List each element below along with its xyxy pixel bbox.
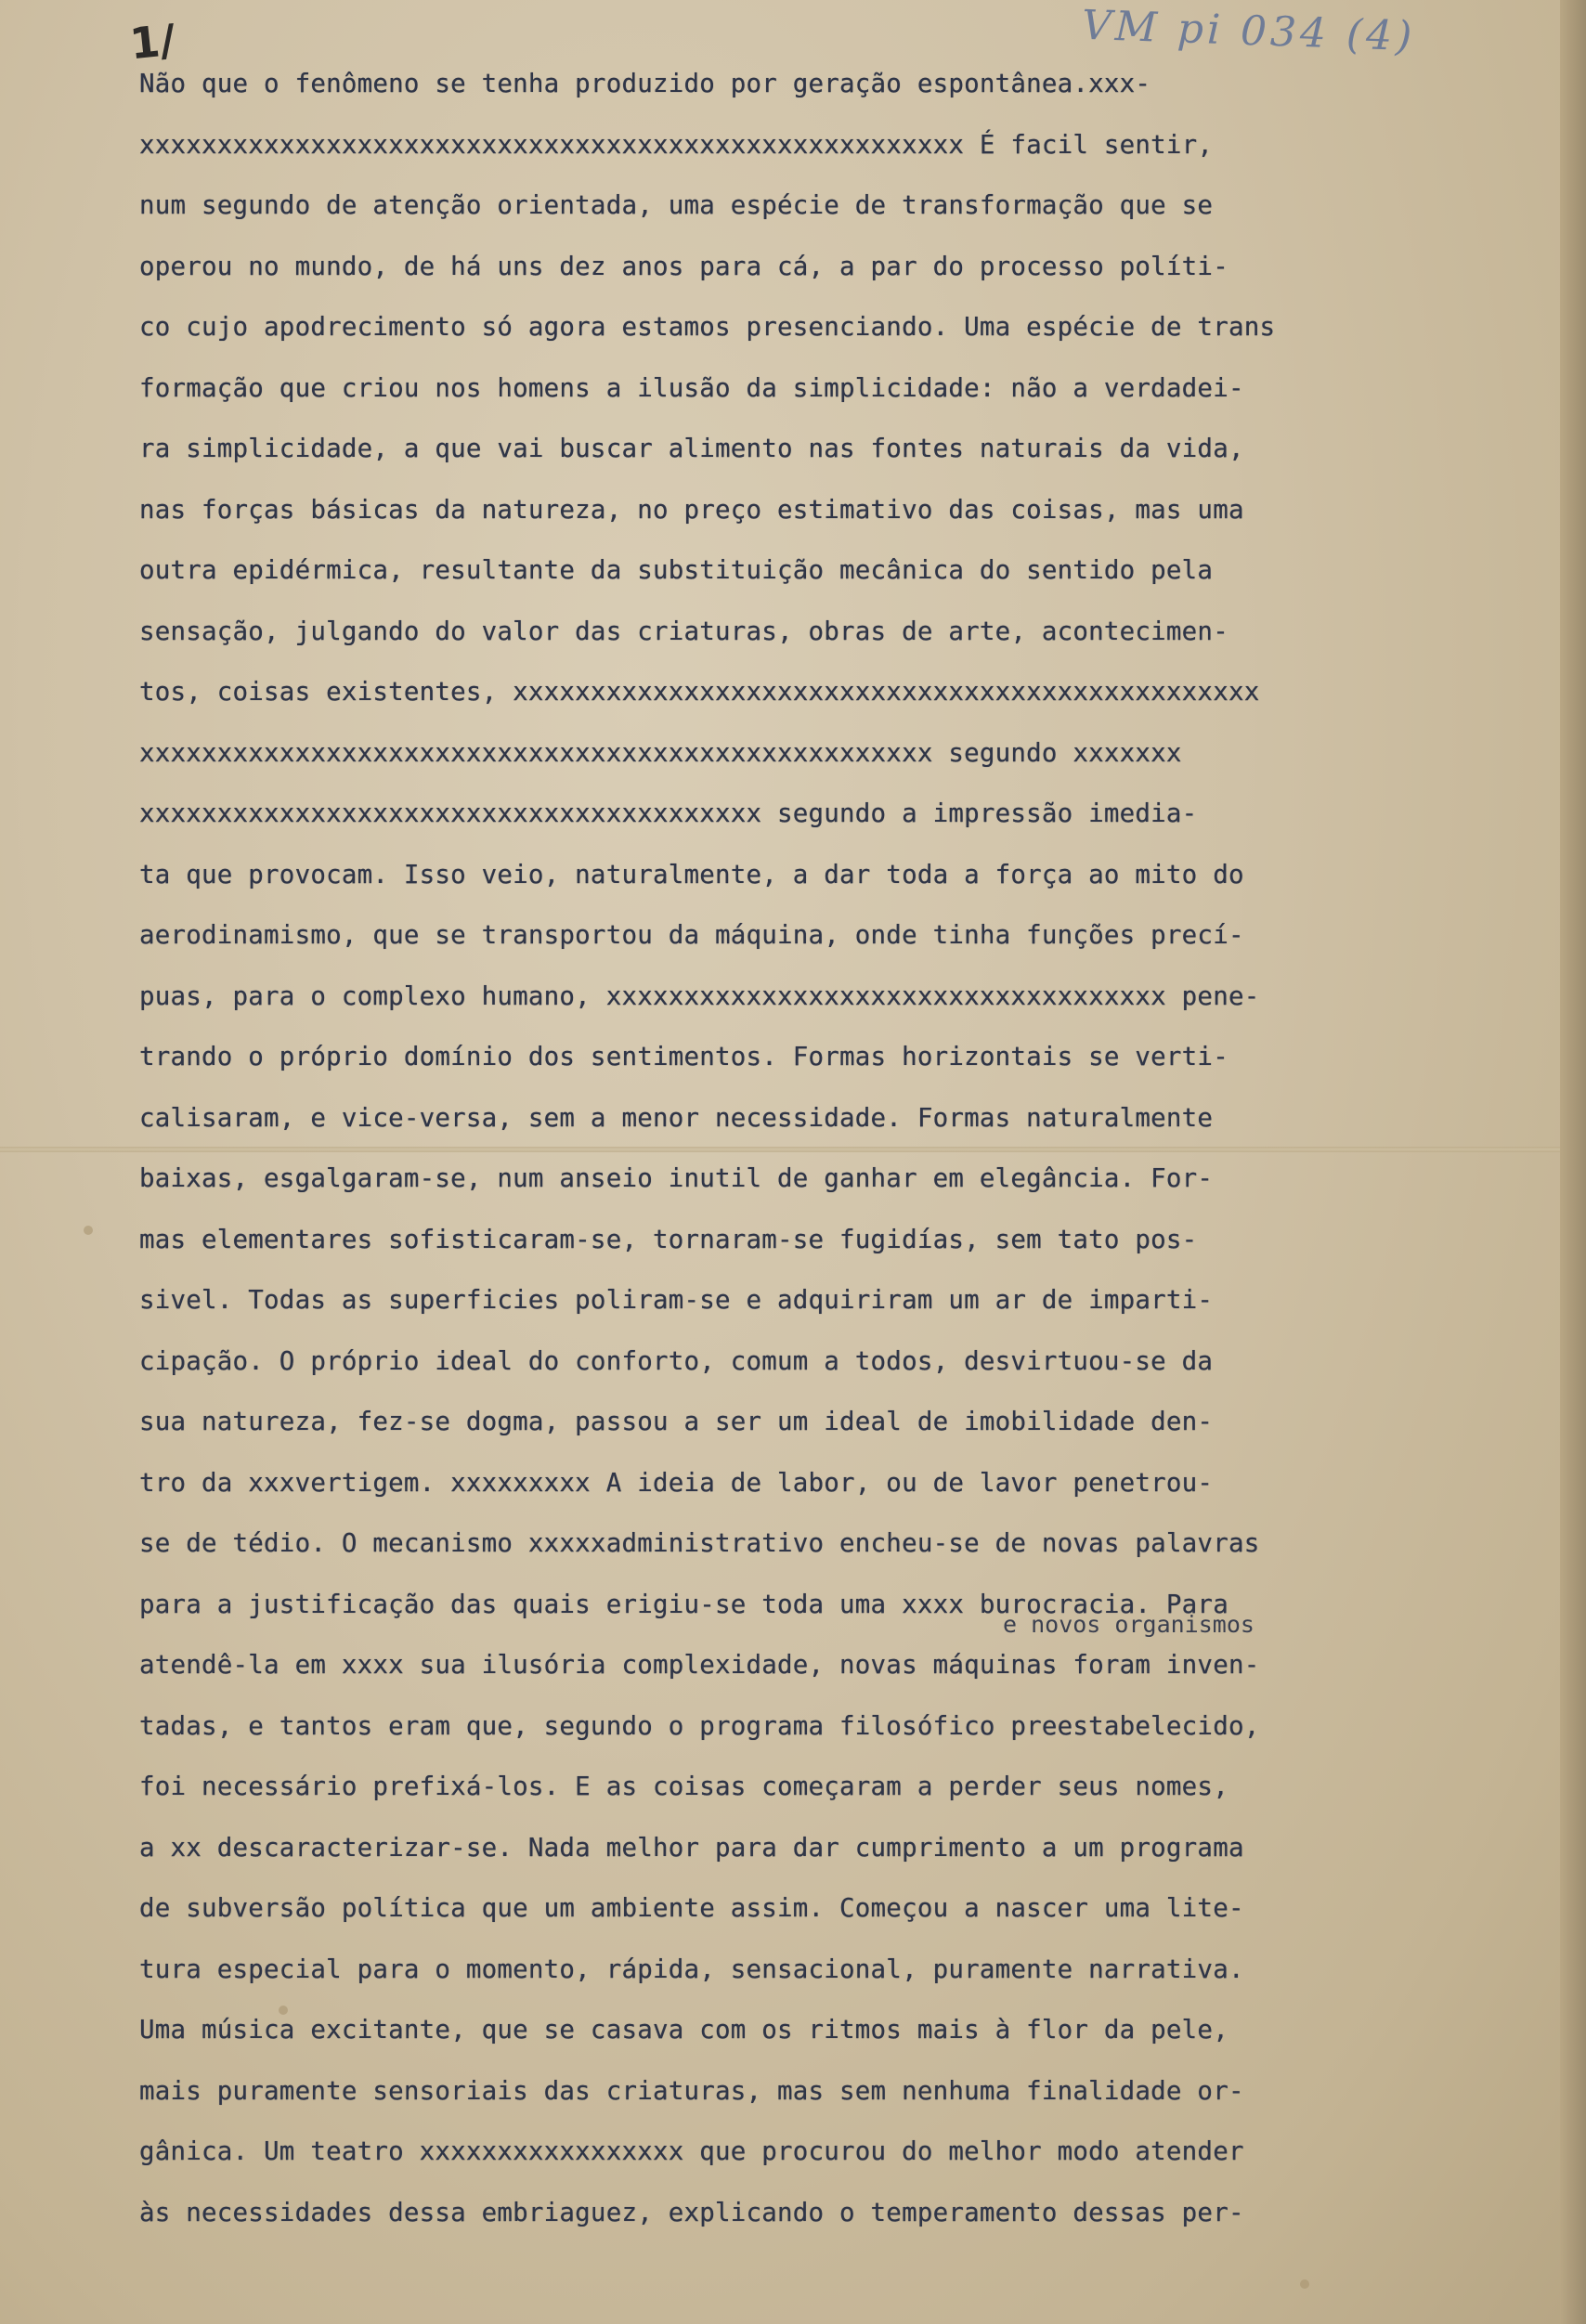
text-line: Não que o fenômeno se tenha produzido por geração espontânea.xxx- — [139, 69, 1151, 98]
page-edge — [1560, 0, 1586, 2324]
text-line: às necessidades dessa embriaguez, explicando o temperamento dessas per- — [139, 2197, 1244, 2227]
text-line: xxxxxxxxxxxxxxxxxxxxxxxxxxxxxxxxxxxxxxxxxxxxxxxxxxx segundo xxxxxxx — [139, 737, 1182, 768]
text-line: xxxxxxxxxxxxxxxxxxxxxxxxxxxxxxxxxxxxxxxxxxxxxxxxxxxxx É facil sentir, — [139, 129, 1214, 160]
text-line: cipação. O próprio ideal do conforto, comum a todos, desvirtuou-se da — [139, 1345, 1214, 1376]
text-line: de subversão política que um ambiente assim. Começou a nascer uma lite- — [139, 1893, 1244, 1923]
text-line: num segundo de atenção orientada, uma espécie de transformação que se — [139, 190, 1214, 220]
text-line: ta que provocam. Isso veio, naturalmente, a dar toda a força ao mito do — [139, 859, 1244, 889]
text-line: aerodinamismo, que se transportou da máquina, onde tinha funções precí- — [139, 920, 1244, 950]
text-line: nas forças básicas da natureza, no preço estimativo das coisas, mas uma — [139, 494, 1244, 525]
text-line: trando o próprio domínio dos sentimentos. Formas horizontais se verti- — [139, 1042, 1228, 1071]
text-line: sivel. Todas as superficies poliram-se e adquiriram um ar de imparti- — [139, 1285, 1214, 1315]
paper-stain — [1300, 2279, 1309, 2289]
text-line: formação que criou nos homens a ilusão da simplicidade: não a verdadei- — [139, 372, 1244, 403]
text-line: puas, para o complexo humano, xxxxxxxxxxxxxxxxxxxxxxxxxxxxxxxxxxxx pene- — [139, 980, 1260, 1011]
text-line: mais puramente sensoriais das criaturas, mas sem nenhuma finalidade or- — [139, 2075, 1244, 2106]
paper-stain — [84, 1226, 93, 1235]
text-line: tos, coisas existentes, xxxxxxxxxxxxxxxxxxxxxxxxxxxxxxxxxxxxxxxxxxxxxxxx — [139, 677, 1260, 707]
text-line: outra epidérmica, resultante da substituição mecânica do sentido pela — [139, 555, 1214, 585]
text-line: para a justificação das quais erigiu-se toda uma xxxx burocracia. Para — [139, 1589, 1228, 1619]
text-line: foi necessário prefixá-los. E as coisas começaram a perder seus nomes, — [139, 1772, 1228, 1801]
text-line: ra simplicidade, a que vai buscar alimento nas fontes naturais da vida, — [139, 434, 1244, 463]
text-line: xxxxxxxxxxxxxxxxxxxxxxxxxxxxxxxxxxxxxxxx segundo a impressão imedia- — [139, 798, 1198, 828]
text-line: baixas, esgalgaram-se, num anseio inutil de ganhar em elegância. For- — [139, 1163, 1214, 1193]
text-line: Uma música excitante, que se casava com os ritmos mais à flor da pele, — [139, 2015, 1228, 2045]
text-line: operou no mundo, de há uns dez anos para cá, a par do processo políti- — [139, 251, 1228, 281]
text-line: tro da xxxvertigem. xxxxxxxxx A ideia de labor, ou de lavor penetrou- — [139, 1467, 1214, 1498]
text-line: tadas, e tantos eram que, segundo o programa filosófico preestabelecido, — [139, 1710, 1260, 1741]
typed-text-body — [139, 54, 1523, 2243]
text-line: atendê-la em xxxx sua ilusória complexidade, novas máquinas foram inven- — [139, 1650, 1260, 1680]
text-line: calisaram, e vice-versa, sem a menor necessidade. Formas naturalmente — [139, 1102, 1214, 1133]
paper-stain — [279, 2006, 288, 2015]
text-line: sua natureza, fez-se dogma, passou a ser um ideal de imobilidade den- — [139, 1407, 1214, 1436]
text-line: gânica. Um teatro xxxxxxxxxxxxxxxxx que procurou do melhor modo atender — [139, 2136, 1244, 2166]
text-line: mas elementares sofisticaram-se, tornaram-se fugidías, sem tato pos- — [139, 1224, 1198, 1254]
archive-reference: VM pi 034 (4) — [1081, 1, 1417, 61]
text-line: a xx descaracterizar-se. Nada melhor para dar cumprimento a um programa — [139, 1832, 1244, 1863]
text-line: se de tédio. O mecanismo xxxxxadministrativo encheu-se de novas palavras — [139, 1528, 1260, 1558]
handwritten-insertion: e novos organismos — [1003, 1611, 1254, 1638]
text-line: co cujo apodrecimento só agora estamos presenciando. Uma espécie de trans — [139, 312, 1276, 342]
text-line: tura especial para o momento, rápida, sensacional, puramente narrativa. — [139, 1954, 1244, 1984]
page-corner-mark: 1/ — [127, 14, 178, 70]
text-line: sensação, julgando do valor das criaturas, obras de arte, acontecimen- — [139, 616, 1228, 646]
